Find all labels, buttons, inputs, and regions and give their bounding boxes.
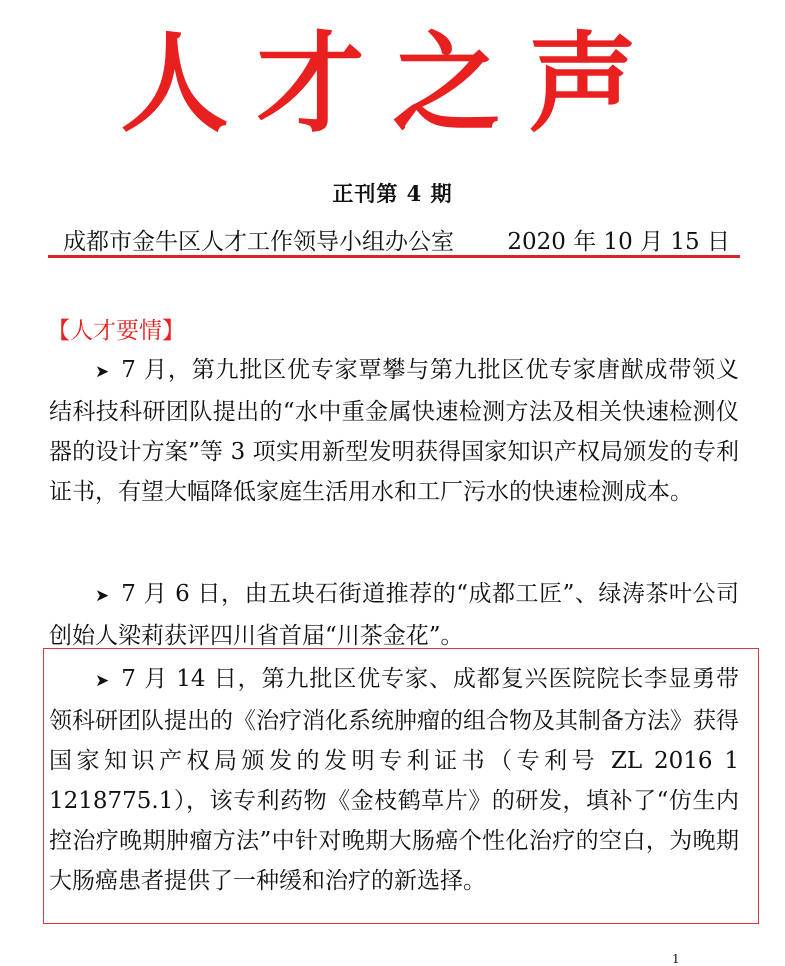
issue-date: 2020 年 10 月 15 日 [507,229,730,255]
arrow-bullet-icon: ➤ [95,362,110,382]
news-item-2 [49,574,739,656]
news-item-3 [49,659,739,901]
header-divider [48,255,740,258]
issuing-office: 成都市金牛区人才工作领导小组办公室 [63,229,454,255]
news-item-text: 7 月，第九批区优专家覃攀与第九批区优专家唐猷成带领义结科技科研团队提出的“水中重金属快速检测方法及相关快速检测仪器的设计方案”等 3 项实用新型发明获得国家知识产权局颁发的专利证书，有望大幅降低家庭生活用水和工厂污水的快速检测成本。 [49,357,739,505]
page-number: 1 [672,952,680,966]
arrow-bullet-icon: ➤ [95,671,110,691]
section-heading: 【人才要情】 [47,318,185,344]
news-item-text: 7 月 6 日，由五块石街道推荐的“成都工匠”、绿涛茶叶公司创始人梁莉获评四川省首届“川茶金花”。 [49,581,739,649]
arrow-bullet-icon: ➤ [95,586,110,606]
masthead-title: 人才之声 [120,22,665,147]
news-item-text: 7 月 14 日，第九批区优专家、成都复兴医院院长李显勇带领科研团队提出的《治疗消化系统肿瘤的组合物及其制备方法》获得国家知识产权局颁发的发明专利证书（专利号 ZL 2016 1 1218775.1），该专利药物《金枝鹤草片》的研发，填补了“仿生内控治疗晚期肿瘤方法”中针对晚期大肠癌个性化治疗的空白，为晚期大肠癌患者提供了一种缓和治疗的新选择。 [49,666,739,894]
news-item-1 [49,350,739,512]
issue-number: 正刊第 4 期 [332,181,453,206]
